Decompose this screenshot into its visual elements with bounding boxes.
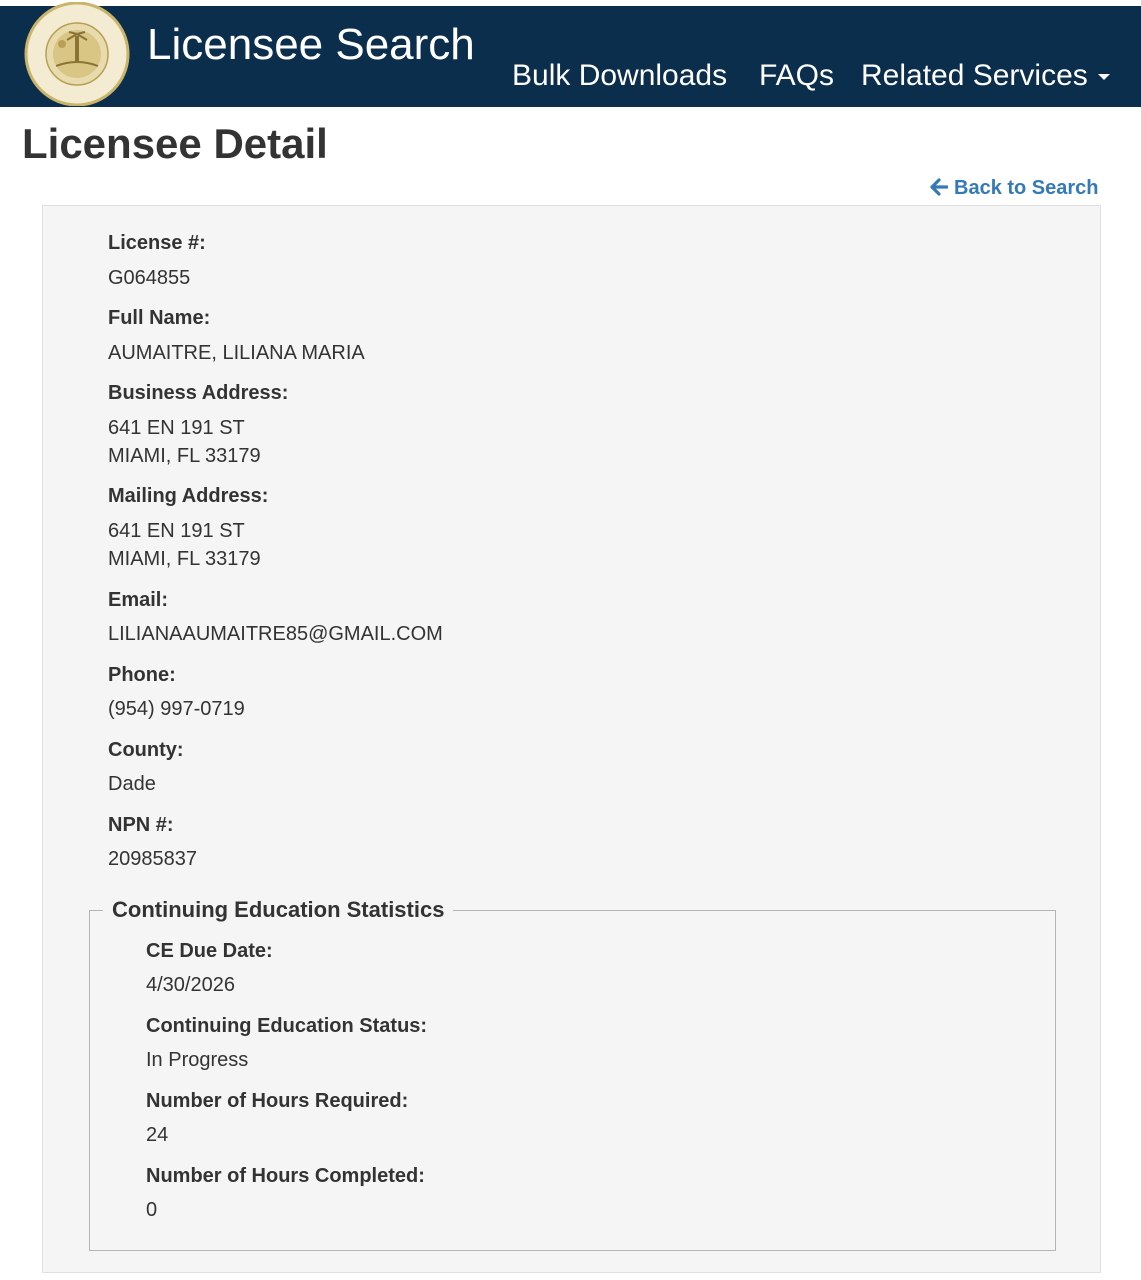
full-name-value: AUMAITRE, LILIANA MARIA [108,342,365,364]
ce-status-value: In Progress [146,1049,249,1071]
county-label: County: [108,739,184,761]
license-number-value: G064855 [108,267,191,289]
npn-label: NPN #: [108,814,174,836]
business-address-label: Business Address: [108,382,289,404]
nav-related-services-label: Related Services [861,59,1088,92]
florida-cfo-seal-icon[interactable] [22,2,132,106]
hours-required-label: Number of Hours Required: [146,1090,409,1112]
county-value: Dade [108,773,156,795]
hours-completed-label: Number of Hours Completed: [146,1165,425,1187]
mailing-address-label: Mailing Address: [108,485,269,507]
ce-due-date-label: CE Due Date: [146,940,273,962]
page-title: Licensee Detail [22,120,328,167]
ce-status-label: Continuing Education Status: [146,1015,428,1037]
brand-title[interactable]: Licensee Search [147,20,475,69]
full-name-label: Full Name: [108,307,211,329]
hours-completed-value: 0 [146,1199,158,1221]
nav-faqs[interactable]: FAQs [759,59,835,92]
ce-due-date-value: 4/30/2026 [146,974,235,996]
nav-related-services[interactable] [861,58,1110,94]
email-label: Email: [108,589,169,611]
npn-value: 20985837 [108,848,197,870]
license-number-label: License #: [108,232,206,254]
arrow-left-icon [930,178,948,196]
navbar [0,6,1141,107]
back-to-search-label: Back to Search [954,177,1099,199]
business-address-line1: 641 EN 191 ST [108,417,245,439]
caret-down-icon [1098,74,1110,80]
back-to-search-link[interactable] [930,175,1099,201]
mailing-address-line2: MIAMI, FL 33179 [108,548,261,570]
mailing-address-line1: 641 EN 191 ST [108,520,245,542]
phone-label: Phone: [108,664,176,686]
nav-bulk-downloads[interactable]: Bulk Downloads [512,59,728,92]
email-value: LILIANAAUMAITRE85@GMAIL.COM [108,623,443,645]
business-address-line2: MIAMI, FL 33179 [108,445,261,467]
hours-required-value: 24 [146,1124,169,1146]
phone-value: (954) 997-0719 [108,698,245,720]
ce-statistics-legend: Continuing Education Statistics [103,896,453,924]
